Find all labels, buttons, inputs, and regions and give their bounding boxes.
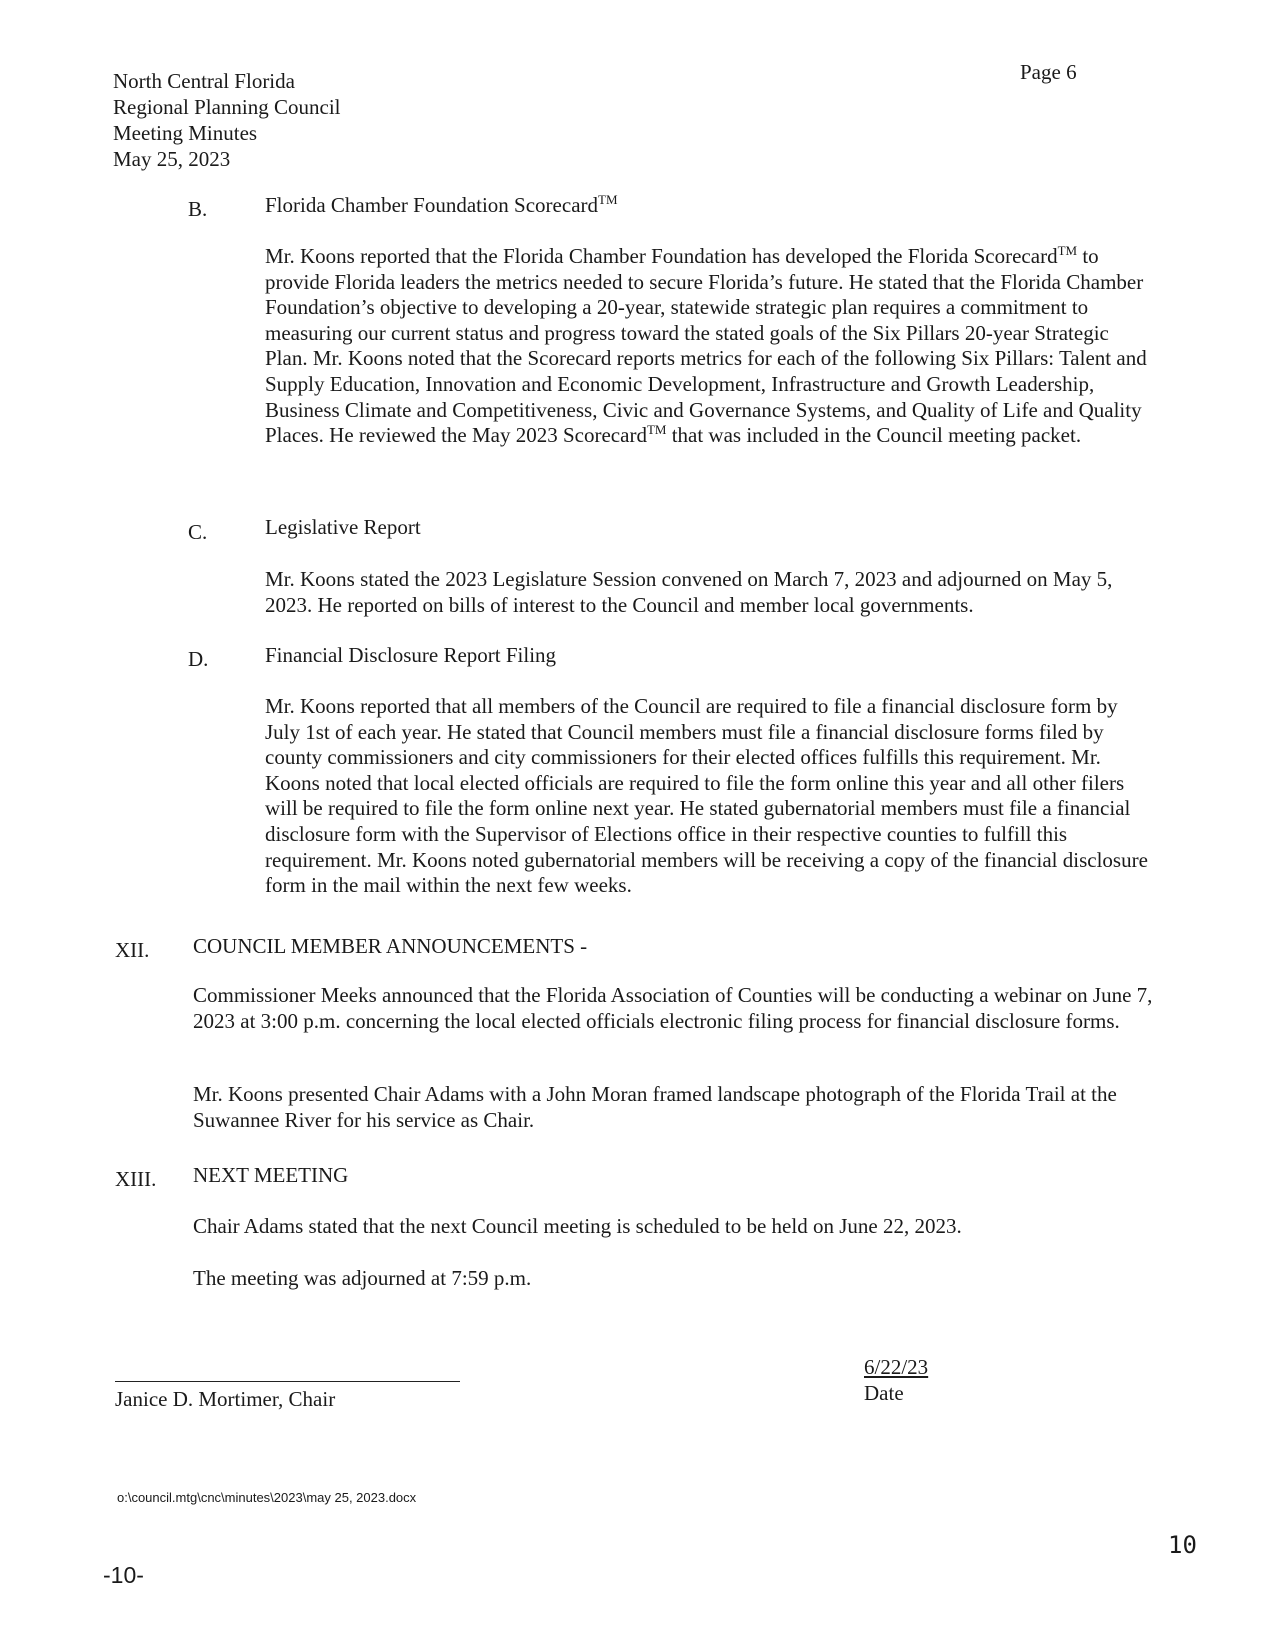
- item-b-letter: B.: [188, 197, 208, 221]
- item-d-paragraph: Mr. Koons reported that all members of the Council are required to file a financial disclosure form by July 1st of each year. He stated that Council members must file a financial disclosure forms filed by county commissioners and city commissioners for their elected offices fulfills this requirement. Mr. Koons noted that local elected officials are required to file the form online this year and all other filers will be required to file the form online next year. He stated gubernatorial members must file a financial disclosure form with the Supervisor of Elections office in their respective counties to fulfill this requirement. Mr. Koons noted gubernatorial members will be receiving a copy of the financial disclosure form in the mail within the next few weeks.: [265, 694, 1148, 898]
- section-xii-paragraph-2: Mr. Koons presented Chair Adams with a John Moran framed landscape photograph of the Florida Trail at the Suwannee River for his service as Chair.: [193, 1082, 1117, 1132]
- item-c-letter: C.: [188, 520, 208, 544]
- page-footer-number: -10-: [103, 1562, 144, 1588]
- signature-date: 6/22/23: [864, 1355, 929, 1379]
- page-number: Page 6: [1020, 60, 1077, 84]
- item-b-title-tm: TM: [598, 192, 618, 207]
- section-xii-paragraph-1: Commissioner Meeks announced that the Florida Association of Counties will be conducting a webinar on June 7, 2023 at 3:00 p.m. concerning the local elected officials electronic filing process for financial disclosure forms.: [193, 983, 1153, 1033]
- section-xiii-paragraph-2: The meeting was adjourned at 7:59 p.m.: [193, 1266, 532, 1290]
- org-name-line1: North Central Florida: [113, 69, 295, 93]
- signature-line: [115, 1381, 460, 1382]
- section-xiii-title: NEXT MEETING: [193, 1163, 349, 1187]
- item-b-text-2: to provide Florida leaders the metrics needed to secure Florida’s future. He stated that the Florida Chamber Foundation’s objective to developing a 20-year, statewide strategic plan requires a commitment to measuring our current status and progress toward the stated goals of the Six Pillars 20-year Strategic Plan. Mr. Koons noted that the Scorecard reports metrics for each of the following Six Pillars: Talent and Supply Education, Innovation and Economic Development, Infrastructure and Growth Leadership, Business Climate and Competitiveness, Civic and Governance Systems, and Quality of Life and Quality Places. He reviewed the May 2023 Scorecard: [265, 244, 1147, 448]
- section-xii-title: COUNCIL MEMBER ANNOUNCEMENTS -: [193, 934, 588, 958]
- item-c-title: Legislative Report: [265, 515, 421, 539]
- section-xiii-paragraph-1: Chair Adams stated that the next Council meeting is scheduled to be held on June 22, 2023.: [193, 1214, 962, 1238]
- item-b-tm-2: TM: [646, 422, 667, 438]
- item-b-title-text: Florida Chamber Foundation Scorecard: [265, 193, 599, 217]
- page-stamp-number: 10: [1168, 1531, 1197, 1559]
- document-type: Meeting Minutes: [113, 121, 258, 145]
- signatory-name: Janice D. Mortimer, Chair: [115, 1387, 336, 1411]
- section-xii-numeral: XII.: [115, 938, 150, 962]
- item-b-title: [265, 193, 618, 218]
- item-c-paragraph: Mr. Koons stated the 2023 Legislature Session convened on March 7, 2023 and adjourned on May 5, 2023. He reported on bills of interest to the Council and member local governments.: [265, 567, 1113, 617]
- section-xiii-numeral: XIII.: [115, 1167, 157, 1191]
- item-b-paragraph: [265, 244, 1155, 449]
- item-b-tm-1: TM: [1057, 243, 1078, 258]
- item-d-letter: D.: [188, 647, 209, 671]
- item-b-text-3: that was included in the Council meeting packet.: [671, 423, 1082, 448]
- item-b-text-1: Mr. Koons reported that the Florida Chamber Foundation has developed the Florida Scorecard: [265, 244, 1058, 268]
- document-header: [113, 68, 513, 172]
- meeting-date: May 25, 2023: [113, 147, 231, 171]
- file-path: o:\council.mtg\cnc\minutes\2023\may 25, 2023.docx: [117, 1490, 417, 1505]
- org-name-line2: Regional Planning Council: [113, 95, 341, 119]
- item-d-title: Financial Disclosure Report Filing: [265, 643, 557, 667]
- date-label: Date: [864, 1381, 904, 1405]
